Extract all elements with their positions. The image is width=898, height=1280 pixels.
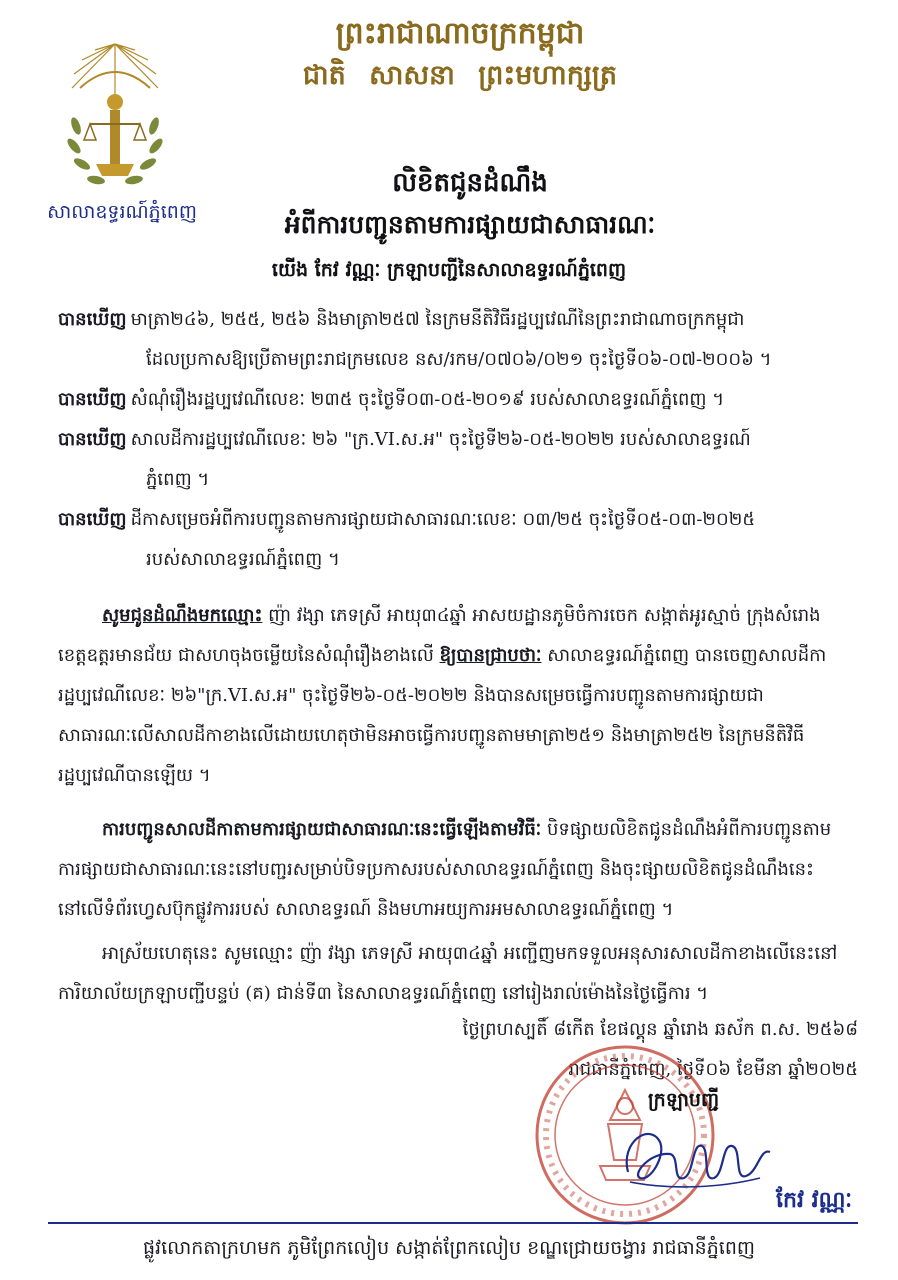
footer-divider bbox=[48, 1222, 858, 1224]
document-body bbox=[58, 300, 848, 1014]
handwritten-signature-icon bbox=[610, 1112, 780, 1202]
whereas-clause-1 bbox=[58, 300, 848, 380]
whereas-text: ដីកាសម្រេចអំពីការបញ្ជូនតាមការផ្សាយជាសាធារណៈលេខៈ ០៣/២៥ ចុះថ្ងៃទី០៥-០៣-២០២៥ bbox=[130, 509, 756, 530]
whereas-keyword: បានឃើញ bbox=[58, 309, 127, 330]
notice-text-b: សាលាឧទ្ធរណ៍ភ្នំពេញ បានចេញសាលដីការដ្ឋប្បវេណីលេខៈ ២៦"ក្រ.VI.ស.អ" ចុះថ្ងៃទី២៦-០៥-២០២២ និងបានសម្រេចធ្វើការបញ្ជូនតាមការផ្សាយជាសាធារណៈលើសាលដីកាខាងលើដោយហេតុថាមិនអាចធ្វើការបញ្ជូនតាមមាត្រា២៥១ និងមាត្រា២៥២ នៃក្រមនីតិវិធីរដ្ឋប្បវេណីបានឡើយ ។ bbox=[58, 645, 827, 786]
title-line-2: អំពីការបញ្ជូនតាមការផ្សាយជាសាធារណៈ bbox=[284, 210, 656, 239]
kingdom-name: ព្រះរាជាណាចក្រកម្ពុជា bbox=[335, 16, 585, 51]
whereas-continuation: របស់សាលាឧទ្ធរណ៍ភ្នំពេញ ។ bbox=[146, 549, 340, 570]
method-lead: ការបញ្ជូនសាលដីកាតាមការផ្សាយជាសាធារណៈនេះធ្វើឡើងតាមវិធីៈ bbox=[102, 819, 542, 840]
whereas-continuation: ដែលប្រកាសឱ្យប្រើតាមព្រះរាជក្រមលេខ នស/រកម/០៧០៦/០២១ ចុះថ្ងៃទី០៦-០៧-២០០៦ ។ bbox=[146, 349, 772, 370]
footer-address: ផ្លូវលោកតាក្រហមក ភូមិព្រែកលៀប សង្កាត់ព្រែកលៀប ខណ្ឌជ្រោយចង្វារ រាជធានីភ្នំពេញ bbox=[143, 1237, 755, 1259]
whereas-keyword: បានឃើញ bbox=[58, 389, 127, 410]
whereas-keyword: បានឃើញ bbox=[58, 429, 127, 450]
whereas-keyword: បានឃើញ bbox=[58, 509, 127, 530]
solar-date: រាជធានីភ្នំពេញ, ថ្ងៃទី០៦ ខែមីនា ឆ្នាំ២០២៥ bbox=[568, 1059, 858, 1080]
notice-emphasis: ឱ្យបានជ្រាបថាៈ bbox=[439, 645, 542, 666]
whereas-clause-3 bbox=[58, 420, 848, 500]
signer-name: កែវ វណ្ណៈ bbox=[776, 1187, 853, 1213]
whereas-clause-4 bbox=[58, 500, 848, 580]
issuer-line: យើង កែវ វណ្ណៈ ក្រឡាបញ្ជីនៃសាលាឧទ្ធរណ៍ភ្នំពេញ bbox=[271, 259, 627, 281]
court-emblem-icon bbox=[60, 36, 170, 196]
method-paragraph bbox=[58, 810, 848, 930]
whereas-text: សាលដីការដ្ឋប្បវេណីលេខៈ ២៦ "ក្រ.VI.ស.អ" ចុះថ្ងៃទី២៦-០៥-២០២២ របស់សាលាឧទ្ធរណ៍ bbox=[130, 429, 751, 450]
court-name: សាលាឧទ្ធរណ៍ភ្នំពេញ bbox=[47, 201, 197, 223]
national-motto: ជាតិ សាសនា ព្រះមហាក្សត្រ bbox=[302, 60, 618, 91]
method-text: បិទផ្សាយលិខិតជូនដំណឹងអំពីការបញ្ជូនតាមការផ្សាយជាសាធារណៈនេះនៅបញ្ជរសម្រាប់បិទប្រកាសរបស់សាលាឧទ្ធរណ៍ភ្នំពេញ និងចុះផ្សាយលិខិតជូនដំណឹងនេះនៅលើទំព័រហ្វេសប៊ុកផ្លូវការរបស់ សាលាឧទ្ធរណ៍ និងមហាអយ្យការអមសាលាឧទ្ធរណ៍ភ្នំពេញ ។ bbox=[58, 819, 832, 920]
whereas-clause-2 bbox=[58, 380, 848, 420]
whereas-continuation: ភ្នំពេញ ។ bbox=[146, 469, 210, 490]
title-line-1: លិខិតជូនដំណឹង bbox=[392, 168, 548, 198]
signature-title: ក្រឡាបញ្ជី bbox=[648, 1089, 720, 1111]
notice-text-a: ញ៉ា វង្សា ភេទស្រី អាយុ៣៤ឆ្នាំ អាសយដ្ឋានភូមិចំការចេក សង្កាត់អូរស្មាច់ ក្រុងសំរោង ខេត្តឧត្តរមានជ័យ ជាសហចុងចម្លើយនៃសំណុំរឿងខាងលើ bbox=[58, 605, 821, 666]
whereas-text: មាត្រា២៤៦, ២៥៥, ២៥៦ និងមាត្រា២៥៧ នៃក្រមនីតិវិធីរដ្ឋប្បវេណីនៃព្រះរាជាណាចក្រកម្ពុជា bbox=[130, 309, 745, 330]
whereas-text: សំណុំរឿងរដ្ឋប្បវេណីលេខៈ ២៣៥ ចុះថ្ងៃទី០៣-០៥-២០១៩ របស់សាលាឧទ្ធរណ៍ភ្នំពេញ ។ bbox=[130, 389, 725, 410]
document-title bbox=[260, 162, 680, 246]
kingdom-header bbox=[250, 12, 670, 96]
notice-paragraph bbox=[58, 596, 848, 796]
lunar-date: ថ្ងៃព្រហស្បតិ៍ ៨កើត ខែផល្គុន ឆ្នាំរោង ឆស័ក ព.ស. ២៥៦៨ bbox=[462, 1019, 858, 1040]
summons-paragraph: អាស្រ័យហេតុនេះ សូមឈ្មោះ ញ៉ា វង្សា ភេទស្រី អាយុ៣៤ឆ្នាំ អញ្ជើញមកទទួលអនុសារសាលដីកាខាងលើនេះនៅការិយាល័យក្រឡាបញ្ជីបន្ទប់ (គ) ជាន់ទី៣ នៃសាលាឧទ្ធរណ៍ភ្នំពេញ នៅរៀងរាល់ម៉ោងនៃថ្ងៃធ្វើការ ។ bbox=[58, 943, 838, 1004]
notice-lead: សូមជូនដំណឹងមកឈ្មោះ bbox=[102, 605, 263, 626]
